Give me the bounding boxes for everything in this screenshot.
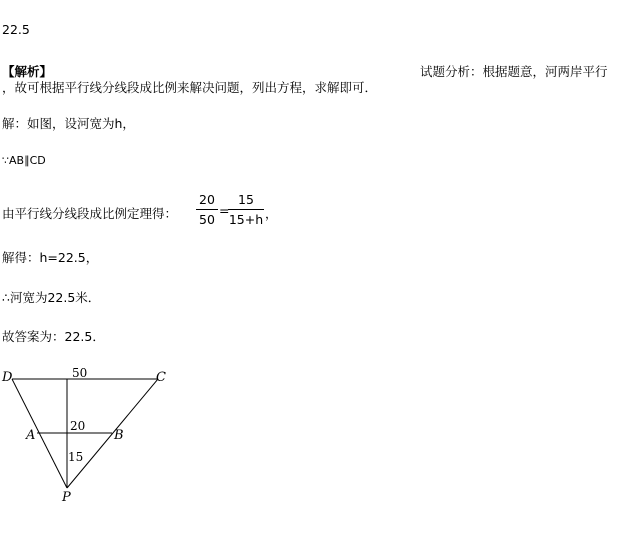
river-width-statement: ∴河宽为22.5米． xyxy=(2,290,101,305)
fraction-numerator: 20 xyxy=(199,192,215,207)
analysis-tag: 【解析】 xyxy=(2,64,53,79)
theorem-suffix: ， xyxy=(265,206,278,221)
fraction-20-50 xyxy=(196,191,218,228)
solved-value: 解得：h=22.5， xyxy=(2,250,99,265)
label-D: D xyxy=(2,370,13,385)
analysis-intro-right: 试题分析：根据题意，河两岸平行 xyxy=(420,64,608,79)
label-C: C xyxy=(156,370,166,385)
length-50: 50 xyxy=(72,366,88,380)
equals-sign: = xyxy=(219,203,230,218)
fraction-bar xyxy=(228,209,264,210)
label-P: P xyxy=(62,490,71,505)
length-15: 15 xyxy=(68,450,84,464)
fraction-15-15h xyxy=(228,191,264,228)
length-20: 20 xyxy=(70,419,86,433)
label-A: A xyxy=(26,428,36,443)
parallel-statement: ∵AB∥CD xyxy=(2,154,46,167)
analysis-intro-line2: ，故可根据平行线分线段成比例来解决问题，列出方程，求解即可． xyxy=(2,80,378,95)
fraction-denominator: 50 xyxy=(199,212,215,227)
final-answer: 故答案为：22.5． xyxy=(2,329,105,344)
fraction-bar xyxy=(196,209,218,210)
fraction-denominator: 15+h xyxy=(228,212,264,227)
answer-text: 22.5 xyxy=(2,22,30,37)
fraction-numerator: 15 xyxy=(238,192,254,207)
geometry-figure xyxy=(0,365,200,515)
solution-setup: 解：如图，设河宽为h， xyxy=(2,116,135,131)
theorem-prefix: 由平行线分线段成比例定理得： xyxy=(2,206,178,221)
label-B: B xyxy=(114,428,124,443)
